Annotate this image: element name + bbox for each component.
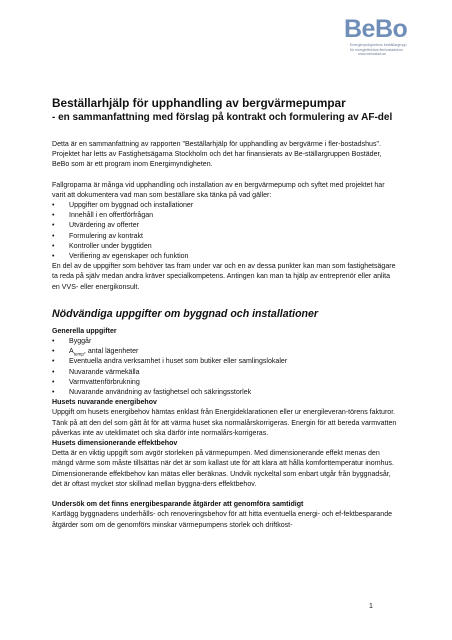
logo-line-2: för energieffektiva flerbostadshus xyxy=(350,47,403,52)
general-list xyxy=(52,337,397,398)
list-item: • Verifiering av egenskaper och funktion xyxy=(52,252,397,262)
savings-label: Undersök om det finns energibesparande åtgärder att genomföra samtidigt xyxy=(52,501,304,509)
pitfalls-outro: En del av de uppgifter som behöver tas fram under var och en av dessa punkter kan man som fastighetsägare ta reda på själv medan andra kräver specialkompetens. Antingen kan man ta hjälp av entreprenör eller anlita en VVS- eller energikonsult. xyxy=(52,263,396,291)
atemp-subscript: temp xyxy=(73,351,84,357)
design-label: Husets dimensionerande effektbehov xyxy=(52,440,178,448)
logo-line-1: Energimyndighetens beställargrupp xyxy=(350,43,407,47)
pitfalls-intro: Fallgroparna är många vid upphandling och installation av en bergvärmepump och syftet med projektet har varit att dokumentera vad man som beställare ska tänka på vad gäller: xyxy=(52,181,385,199)
list-item: • Nuvarande värmekälla xyxy=(52,368,397,378)
list-item: • Formulering av kontrakt xyxy=(52,232,397,242)
list-item: • Byggår xyxy=(52,337,397,347)
list-item: • Nuvarande användning av fastighetsel och säkringsstorlek xyxy=(52,388,397,398)
logo-line-3: www.bebostad.se xyxy=(358,52,387,56)
energy-label: Husets nuvarande energibehov xyxy=(52,399,157,407)
page-title: Beställarhjälp för upphandling av bergvärmepumpar xyxy=(52,96,346,110)
pitfalls-list xyxy=(52,201,397,262)
logo-wordmark: BeBo xyxy=(344,15,408,43)
design-paragraph: Detta är en viktig uppgift som avgör storleken på värmepumpen. Med dimensionerande effekt menas den mängd värme som måste tillsättas när det är som kallast ute för att klara att hålla komforttemperatur inomhus. Dimensionerande effektbehov kan mätas eller beräknas. Undvik nyckeltal som enbart utgår från byggnadsår, det är oftast mycket stor skillnad mellan byggna-ders effektbehov. xyxy=(52,450,394,488)
energy-paragraph: Uppgift om husets energibehov hämtas enklast från Energideklarationen eller ur energileveran-törens fakturor. Tänk på att den del som gått åt för att värma huset ska normalårskorrigeras. Energin för att bereda varmvatten påverkas inte av uteklimatet och ska därför inte normalårs-korrigeras. xyxy=(52,409,397,437)
section-heading: Nödvändiga uppgifter om byggnad och installationer xyxy=(52,307,319,320)
list-item-atemp xyxy=(52,347,397,357)
page-number: 1 xyxy=(369,603,373,610)
list-item: • Kontroller under byggtiden xyxy=(52,242,397,252)
document-body xyxy=(52,96,397,531)
page-subtitle: - en sammanfattning med förslag på kontrakt och formulering av AF-del xyxy=(52,112,393,123)
general-label: Generella uppgifter xyxy=(52,327,117,335)
savings-paragraph: Kartlägg byggnadens underhålls- och renoveringsbehov för att hitta eventuella energi- och ef-fektbesparande åtgärder som om de genomförs minskar värmepumpens storlek och driftkost- xyxy=(52,511,393,529)
list-item: • Utvärdering av offerter xyxy=(52,221,397,231)
list-item: • Uppgifter om byggnad och installationer xyxy=(52,201,397,211)
atemp-symbol: A xyxy=(69,348,74,356)
list-item: • Eventuella andra verksamhet i huset som butiker eller samlingslokaler xyxy=(52,357,397,367)
intro-paragraph: Detta är en sammanfattning av rapporten "Beställarhjälp för upphandling av bergvärme i fler-bostadshus". Projektet har letts av Fastighetsägarna Stockholm och det har finansierats av Be-ställargruppen Bostäder, BeBo som är ett program inom Energimyndigheten. xyxy=(52,141,382,169)
bebo-logo xyxy=(344,16,416,64)
list-item: • Innehåll i en offertförfrågan xyxy=(52,211,397,221)
list-item: • Varmvattenförbrukning xyxy=(52,378,397,388)
atemp-rest: , antal lägenheter xyxy=(83,348,139,356)
